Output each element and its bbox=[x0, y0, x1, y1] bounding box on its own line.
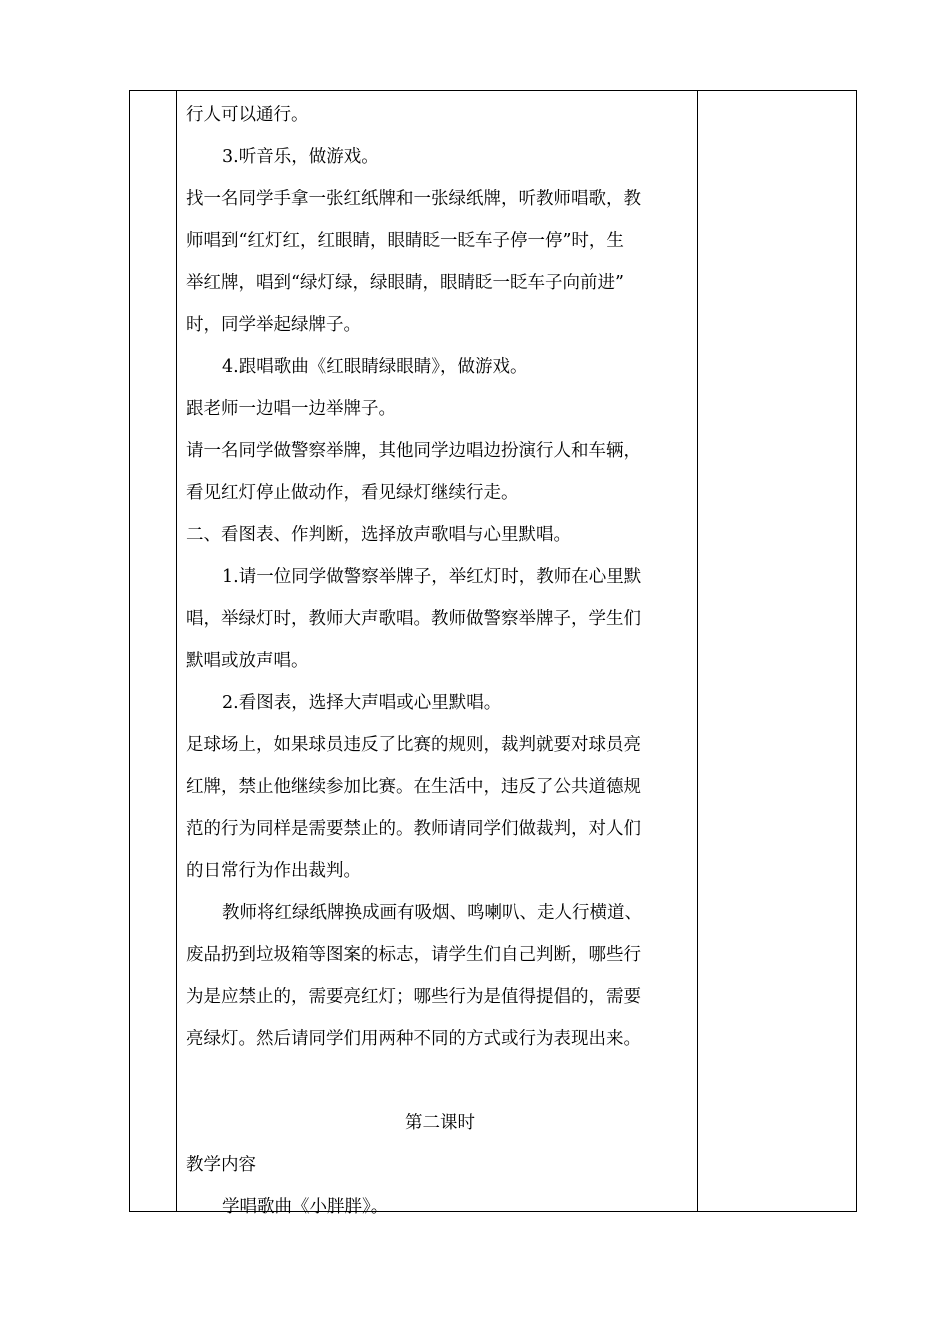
text-line: 找一名同学手拿一张红纸牌和一张绿纸牌，听教师唱歌，教 bbox=[186, 189, 641, 209]
text-line: 足球场上，如果球员违反了比赛的规则，裁判就要对球员亮 bbox=[186, 735, 641, 755]
text-line: 亮绿灯。然后请同学们用两种不同的方式或行为表现出来。 bbox=[186, 1029, 641, 1049]
text-line: 的日常行为作出裁判。 bbox=[186, 861, 361, 881]
text-line: 教师将红绿纸牌换成画有吸烟、鸣喇叭、走人行横道、 bbox=[222, 903, 642, 923]
step-heading: 4.跟唱歌曲《红眼睛绿眼睛》，做游戏。 bbox=[222, 357, 528, 377]
text-line: 1.请一位同学做警察举牌子，举红灯时，教师在心里默 bbox=[222, 567, 642, 587]
column-divider-left bbox=[176, 91, 177, 1211]
text-line: 范的行为同样是需要禁止的。教师请同学们做裁判，对人们 bbox=[186, 819, 641, 839]
text-line: 为是应禁止的，需要亮红灯；哪些行为是值得提倡的，需要 bbox=[186, 987, 641, 1007]
text-line: 行人可以通行。 bbox=[186, 105, 309, 125]
step-heading: 2.看图表，选择大声唱或心里默唱。 bbox=[222, 693, 502, 713]
column-divider-right bbox=[697, 91, 698, 1211]
text-line: 唱，举绿灯时，教师大声歌唱。教师做警察举牌子，学生们 bbox=[186, 609, 641, 629]
lesson-content bbox=[186, 94, 694, 1228]
step-heading: 3.听音乐，做游戏。 bbox=[222, 147, 379, 167]
text-line: 举红牌，唱到“绿灯绿，绿眼睛，眼睛眨一眨车子向前进” bbox=[186, 273, 624, 293]
blank-line bbox=[186, 1060, 694, 1102]
text-line: 学唱歌曲《小胖胖》。 bbox=[222, 1197, 389, 1217]
text-line: 跟老师一边唱一边举牌子。 bbox=[186, 399, 396, 419]
text-line: 请一名同学做警察举牌，其他同学边唱边扮演行人和车辆， bbox=[186, 441, 641, 461]
section-heading: 二、看图表、作判断，选择放声歌唱与心里默唱。 bbox=[186, 525, 571, 545]
lesson-title: 第二课时 bbox=[405, 1113, 475, 1133]
text-line: 废品扔到垃圾箱等图案的标志，请学生们自己判断，哪些行 bbox=[186, 945, 641, 965]
text-line: 看见红灯停止做动作，看见绿灯继续行走。 bbox=[186, 483, 519, 503]
text-line: 默唱或放声唱。 bbox=[186, 651, 309, 671]
text-line: 时，同学举起绿牌子。 bbox=[186, 315, 361, 335]
text-line: 师唱到“红灯红，红眼睛，眼睛眨一眨车子停一停”时，生 bbox=[186, 231, 624, 251]
subheading: 教学内容 bbox=[186, 1155, 256, 1175]
text-line: 红牌，禁止他继续参加比赛。在生活中，违反了公共道德规 bbox=[186, 777, 641, 797]
